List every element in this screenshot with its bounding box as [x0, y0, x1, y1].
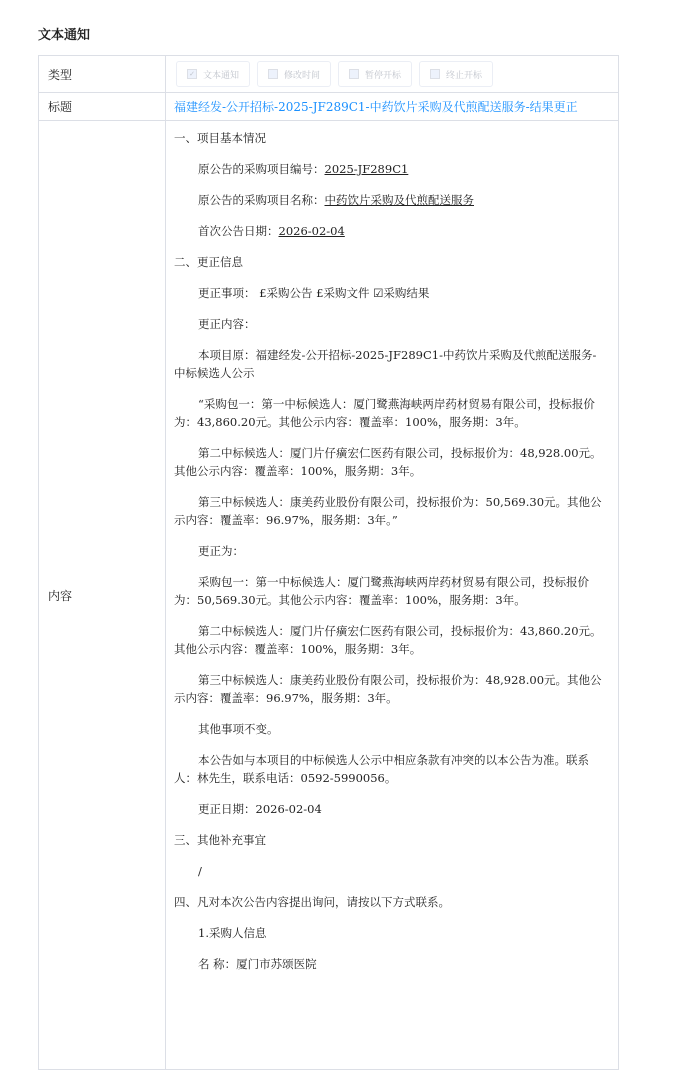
paragraph: 更正内容：	[198, 317, 256, 331]
type-option-pause-opening	[338, 61, 412, 87]
title-label: 标题	[39, 93, 166, 121]
section-heading: 一、项目基本情况	[174, 131, 266, 145]
type-option-text-notice	[176, 61, 250, 87]
type-options	[167, 61, 617, 87]
paragraph: 更正日期：2026-02-04	[198, 802, 322, 816]
section-heading: 二、更正信息	[174, 255, 243, 269]
page-title: 文本通知	[38, 28, 91, 43]
type-row	[39, 56, 619, 93]
paragraph: /	[198, 864, 202, 878]
option-label: 暂停开标	[365, 70, 402, 81]
paragraph: 原公告的采购项目名称：中药饮片采购及代煎配送服务	[198, 193, 474, 207]
paragraph: 1.采购人信息	[198, 926, 267, 940]
notice-table	[38, 55, 619, 1070]
paragraph: 第二中标候选人：厦门片仔癀宏仁医药有限公司，投标报价为：48,928.00元。其他公示内容：覆盖率：100%，服务期：3年。	[174, 446, 602, 478]
checkbox-icon	[430, 69, 440, 79]
content-row	[39, 121, 619, 1070]
title-row	[39, 93, 619, 121]
paragraph: 第三中标候选人：康美药业股份有限公司，投标报价为：50,569.30元。其他公示内容：覆盖率：96.97%，服务期：3年。”	[174, 495, 602, 527]
option-label: 终止开标	[446, 70, 483, 81]
content-label: 内容	[39, 121, 166, 1070]
paragraph: 本项目原：福建经发-公开招标-2025-JF289C1-中药饮片采购及代煎配送服务-中标候选人公示	[174, 348, 597, 380]
option-label: 修改时间	[284, 70, 321, 81]
section-heading: 三、其他补充事宜	[174, 833, 266, 847]
paragraph: 首次公告日期：2026-02-04	[198, 224, 345, 238]
content-body	[166, 121, 619, 1070]
paragraph: 采购包一：第一中标候选人：厦门鹭燕海峡两岸药材贸易有限公司，投标报价为：50,569.30元。其他公示内容：覆盖率：100%，服务期：3年。	[174, 575, 589, 607]
checkbox-icon	[268, 69, 278, 79]
type-label: 类型	[39, 56, 166, 93]
type-option-terminate-opening	[419, 61, 493, 87]
checkbox-icon	[349, 69, 359, 79]
paragraph: “采购包一：第一中标候选人：厦门鹭燕海峡两岸药材贸易有限公司，投标报价为：43,860.20元。其他公示内容：覆盖率：100%，服务期：3年。	[174, 397, 595, 429]
paragraph: 名 称：厦门市苏颂医院	[198, 957, 317, 971]
paragraph: 原公告的采购项目编号：2025-JF289C1	[198, 162, 409, 176]
paragraph: 第二中标候选人：厦门片仔癀宏仁医药有限公司，投标报价为：43,860.20元。其他公示内容：覆盖率：100%，服务期：3年。	[174, 624, 602, 656]
option-label: 文本通知	[203, 70, 240, 81]
paragraph: 第三中标候选人：康美药业股份有限公司，投标报价为：48,928.00元。其他公示内容：覆盖率：96.97%，服务期：3年。	[174, 673, 602, 705]
notice-title-link[interactable]: 福建经发-公开招标-2025-JF289C1-中药饮片采购及代煎配送服务-结果更正	[166, 93, 619, 121]
type-option-modify-time	[257, 61, 331, 87]
section-heading: 四、凡对本次公告内容提出询问，请按以下方式联系。	[174, 895, 450, 909]
checkbox-checked-icon: ✓	[187, 69, 197, 79]
paragraph: 其他事项不变。	[198, 722, 279, 736]
paragraph: 更正事项： £采购公告 £采购文件 ☑采购结果	[198, 286, 430, 300]
paragraph: 更正为：	[198, 544, 244, 558]
paragraph: 本公告如与本项目的中标候选人公示中相应条款有冲突的以本公告为准。联系人：林先生，联系电话：0592-5990056。	[174, 753, 589, 785]
